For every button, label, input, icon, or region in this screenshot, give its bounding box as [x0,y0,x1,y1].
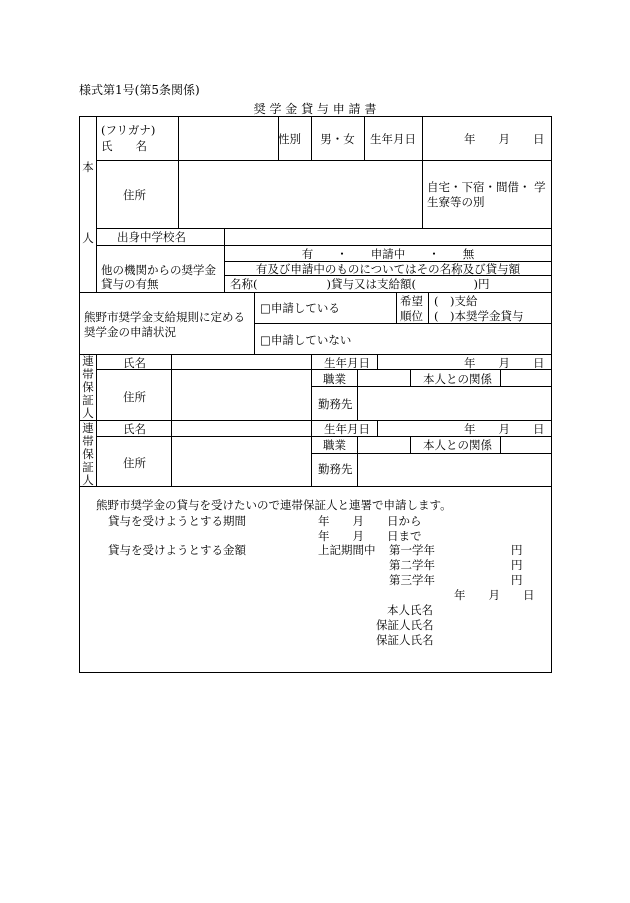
guarantor-1-birth-label: 生年月日 [324,356,370,370]
birth-date-field[interactable]: 年 月 日 [464,132,545,146]
application-status-label-2: 奨学金の申請状況 [84,325,176,339]
guarantor-2-name-label: 氏名 [123,422,146,436]
guarantor-2-address-label: 住所 [123,456,146,470]
other-loan-name-field[interactable]: 名称( )貸与又は支給額( )円 [230,277,490,291]
guarantor-2-workplace-label: 勤務先 [318,462,353,476]
gender-label: 性別 [278,132,301,146]
application-date-field[interactable]: 年 月 日 [454,588,535,602]
applicant-side-label-top: 本 [82,160,94,174]
during-period-label: 上記期間中 [318,543,376,557]
guarantor-2-birth-label: 生年月日 [324,422,370,436]
birth-date-label: 生年月日 [370,132,416,146]
guarantor-2-relation-label: 本人との関係 [423,438,492,452]
other-loan-note: 有及び申請中のものについてはその名称及び貸与額 [255,262,521,276]
guarantor-1-name-label: 氏名 [123,356,146,370]
guarantor-2-side-label [81,422,95,487]
guarantor-signature-label-2: 保証人氏名 [376,633,434,647]
guarantor-1-side-label [81,355,95,420]
address-label: 住所 [123,188,146,202]
year-3-label: 第三学年 [389,573,435,587]
name-label: 氏 名 [101,139,147,153]
other-loan-options[interactable]: 有 ・ 申請中 ・ 無 [301,247,475,261]
residence-label: 自宅・下宿・間借・ 学 [427,180,546,194]
other-loan-label: 他の機関からの奨学金 [101,263,216,277]
side-char: 人 [82,473,94,487]
residence-label-2: 生寮等の別 [427,195,485,209]
other-loan-label-2: 貸与の有無 [101,277,159,291]
side-char: 証 [82,393,94,407]
period-from-field[interactable]: 年 月 日から [318,514,422,528]
guarantor-signature-label: 保証人氏名 [376,618,434,632]
side-char: 保 [82,447,94,461]
guarantor-2-birth-field[interactable]: 年 月 日 [464,422,545,436]
not-applying-checkbox[interactable]: □申請していない [260,333,352,347]
applicant-side-label-bottom: 人 [82,231,94,245]
guarantor-1-address-label: 住所 [123,390,146,404]
year-1-label: 第一学年 [389,543,435,557]
guarantor-1-workplace-label: 勤務先 [318,397,353,411]
year-3-yen[interactable]: 円 [511,573,523,587]
year-2-label: 第二学年 [389,558,435,572]
side-char: 証 [82,460,94,474]
gender-options[interactable]: 男・女 [320,132,355,146]
option-grant[interactable]: ( )支給 [434,294,478,308]
hope-label: 希望 [400,294,423,308]
guarantor-1-relation-label: 本人との関係 [423,372,492,386]
year-1-yen[interactable]: 円 [511,543,523,557]
applicant-signature-label: 本人氏名 [387,603,433,617]
guarantor-2-job-label: 職業 [323,438,346,452]
form-number: 様式第1号(第5条関係) [79,83,200,97]
period-label: 貸与を受けようとする期間 [108,514,246,528]
year-2-yen[interactable]: 円 [511,558,523,572]
side-char: 保 [82,380,94,394]
amount-label: 貸与を受けようとする金額 [108,543,246,557]
side-char: 連 [82,354,94,368]
furigana-label: (フリガナ) [101,123,156,137]
period-to-field[interactable]: 年 月 日まで [318,529,422,543]
order-label: 順位 [400,309,423,323]
option-loan[interactable]: ( )本奨学金貸与 [434,309,524,323]
guarantor-1-job-label: 職業 [323,372,346,386]
guarantor-1-birth-field[interactable]: 年 月 日 [464,356,545,370]
side-char: 帯 [82,367,94,381]
side-char: 帯 [82,434,94,448]
form-title: 奨 学 金 貸 与 申 請 書 [253,102,377,116]
application-status-label: 熊野市奨学金支給規則に定める [84,310,245,324]
side-char: 人 [82,406,94,420]
statement-text: 熊野市奨学金の貸与を受けたいので連帯保証人と連署で申請します。 [96,498,452,512]
side-char: 連 [82,421,94,435]
applying-checkbox[interactable]: □申請している [260,301,340,315]
school-label: 出身中学校名 [117,230,186,244]
